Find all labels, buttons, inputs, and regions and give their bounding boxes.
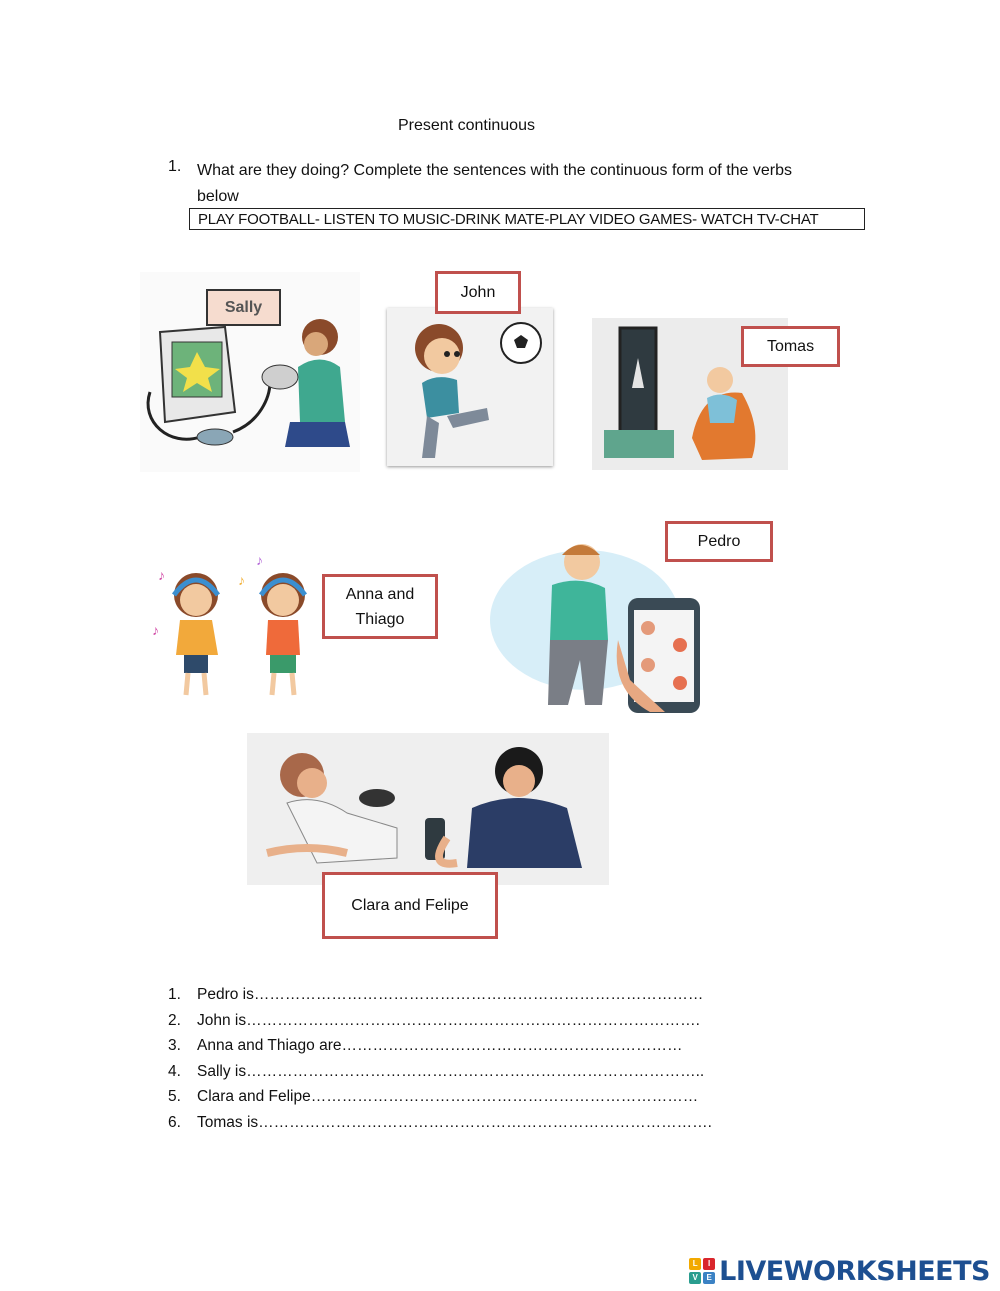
anna-thiago-music-illustration [148, 550, 328, 705]
logo-blocks-icon: L I V E [689, 1258, 715, 1284]
pedro-chat-illustration [490, 540, 720, 715]
question-text: What are they doing? Complete the sentences with the continuous form of the verbs below [197, 162, 792, 205]
svg-text:♪: ♪ [158, 567, 165, 583]
answer-list [168, 986, 712, 1139]
answer-row[interactable]: 5. Clara and Felipe………………………………………………………………… [168, 1088, 699, 1105]
answer-row[interactable]: 4. Sally is…………………………………………………………………………….. [168, 1062, 705, 1080]
answer-row[interactable]: 6. Tomas is……………………………………………………………………………. [168, 1113, 712, 1131]
verb-list-box: PLAY FOOTBALL- LISTEN TO MUSIC-DRINK MATE-PLAY VIDEO GAMES- WATCH TV-CHAT [189, 208, 865, 230]
svg-text:♪: ♪ [256, 552, 263, 568]
answer-row[interactable]: 1. Pedro is…………………………………………………………………………… [168, 986, 704, 1003]
logo-text: LIVEWORKSHEETS [719, 1255, 990, 1287]
sally-label: Sally [206, 289, 281, 326]
clara-felipe-label: Clara and Felipe [322, 872, 498, 939]
anna-thiago-label: Anna and Thiago [322, 574, 438, 639]
john-label: John [435, 271, 521, 314]
clara-felipe-mate-illustration [247, 733, 609, 885]
liveworksheets-logo [689, 1253, 990, 1289]
answer-row[interactable]: 3. Anna and Thiago are………………………………………………………… [168, 1037, 683, 1054]
question-number: 1. [168, 158, 182, 175]
page-title: Present continuous [398, 117, 535, 134]
john-football-illustration [387, 308, 553, 466]
pedro-label: Pedro [665, 521, 773, 562]
answer-row[interactable]: 2. John is……………………………………………………………………………. [168, 1011, 700, 1029]
svg-text:♪: ♪ [238, 572, 245, 588]
tomas-label: Tomas [741, 326, 840, 367]
svg-text:♪: ♪ [152, 622, 159, 638]
